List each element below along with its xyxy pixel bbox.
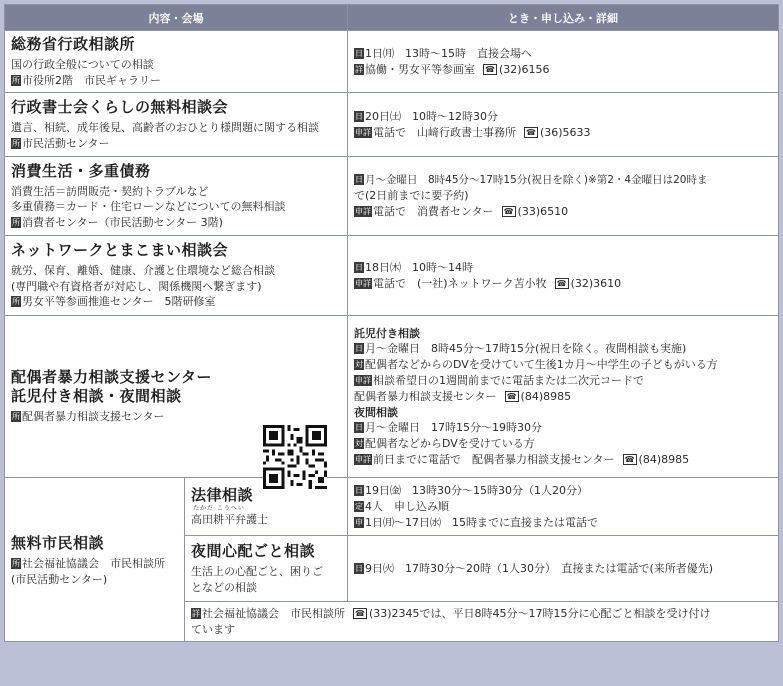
date-tag: 日 — [355, 343, 363, 353]
date-tag: 日 — [355, 48, 363, 58]
row-detail — [348, 31, 779, 93]
venue: 男女平等参画推進センター 5階研修室 — [22, 295, 216, 309]
consult-desc: (専門職や有資格者が対応し、関係機関へ繋ぎます) — [11, 279, 262, 293]
table-row — [5, 93, 779, 157]
apply: 電話で 消費者センター — [373, 205, 494, 218]
venue: 市役所2階 市民ギャラリー — [22, 73, 161, 87]
detail-contact: 協働・男女平等参画室 — [365, 62, 475, 76]
date-tag: 日 — [355, 485, 363, 495]
date-tag: 日 — [355, 175, 363, 184]
target: 配偶者などからのDVを受けていて生後1カ月～中学生の子どもがいる方 — [365, 357, 718, 371]
header-time-apply-detail: とき・申し込み・詳細 — [348, 5, 779, 31]
consult-title: 総務省行政相談所 — [11, 35, 136, 53]
when-cont: で(2日前までに要予約) — [354, 189, 469, 202]
footer-note — [185, 602, 779, 642]
apply-detail-tag: 申詳 — [355, 207, 371, 216]
tel-icon: ☎ — [624, 454, 635, 464]
consult-desc: 国の行政全般についての相談 — [11, 58, 154, 71]
consult-title: 託児付き相談・夜間相談 — [11, 387, 182, 406]
row-detail — [348, 478, 779, 536]
night-title: 夜間心配ごと相談 — [191, 542, 316, 560]
night-cell — [185, 536, 348, 602]
apply-detail-tag: 申詳 — [355, 278, 371, 288]
tel-number: (84)8985 — [638, 452, 690, 466]
when: 1日㈪ 13時～15時 直接会場へ — [365, 46, 532, 60]
target-tag: 対 — [355, 438, 363, 448]
venue-tag: 所 — [12, 217, 20, 227]
consult-desc: 遺言、相続、成年後見、高齢者のおひとり様問題に関する相談 — [11, 121, 319, 134]
apply-contact: 配偶者暴力相談支援センター — [354, 389, 497, 403]
tel-number: (36)5633 — [539, 125, 591, 139]
detail-tag: 詳 — [192, 608, 200, 618]
row-detail — [348, 316, 779, 478]
venue: 配偶者暴力相談支援センター — [22, 410, 165, 424]
consult-desc: 消費生活＝訪問販売・契約トラブルなど — [11, 184, 209, 198]
table-row — [5, 236, 779, 316]
venue: 市民活動センター — [22, 136, 110, 150]
header-content-venue: 内容・会場 — [5, 5, 348, 31]
row-detail — [348, 93, 779, 157]
apply-tag: 申 — [355, 517, 363, 527]
venue-cont: (市民活動センター) — [11, 572, 108, 586]
tel-number: (33)6510 — [517, 205, 569, 218]
consult-title: ネットワークとまこまい相談会 — [11, 241, 229, 260]
capacity: 4人 申し込み順 — [365, 499, 449, 513]
date-tag: 日 — [355, 422, 363, 432]
apply: 1日㈪～17日㈬ 15時までに直接または電話で — [365, 515, 598, 529]
apply: 前日までに電話で 配偶者暴力相談支援センター — [373, 452, 615, 466]
tel-icon: ☎ — [526, 127, 536, 137]
row-content — [5, 93, 348, 157]
when: 9日㈫ 17時30分～20時（1人30分） 直接または電話で(来所者優先) — [365, 561, 714, 575]
lawyer-name: 高田耕平弁護士 — [191, 512, 268, 526]
consultation-table — [4, 4, 779, 642]
row-content — [5, 478, 185, 642]
row-content — [5, 236, 348, 316]
table-header — [5, 5, 779, 31]
when: 月～金曜日 8時45分～17時15分(祝日を除く)※第2・4金曜日は20時ま — [365, 174, 708, 186]
venue-tag: 所 — [12, 75, 20, 85]
venue: 消費者センター（市民活動センター 3階) — [22, 215, 223, 229]
date-tag: 日 — [355, 262, 363, 272]
sub-title: 夜間相談 — [354, 405, 398, 419]
table-row — [5, 478, 779, 536]
apply: 電話で 山﨑行政書士事務所 — [373, 125, 516, 139]
when: 月～金曜日 17時15分～19時30分 — [365, 420, 542, 434]
venue-tag: 所 — [12, 138, 20, 148]
tel-number: (84)8985 — [520, 389, 572, 403]
capacity-tag: 定 — [355, 501, 363, 511]
tel-icon: ☎ — [506, 391, 517, 401]
tel-icon: ☎ — [485, 64, 495, 74]
consult-title: 配偶者暴力相談支援センター — [11, 368, 212, 387]
footer-contact: 社会福祉協議会 市民相談所 — [202, 606, 345, 620]
table-row — [5, 31, 779, 93]
when: 19日㈮ 13時30分～15時30分（1人20分） — [365, 483, 588, 497]
consult-desc: 多重債務＝カード・住宅ローンなどについての無料相談 — [11, 200, 286, 214]
table-row — [5, 157, 779, 236]
venue: 社会福祉協議会 市民相談所 — [22, 557, 165, 570]
venue-tag: 所 — [12, 559, 20, 568]
table-row — [5, 316, 779, 478]
row-detail — [348, 536, 779, 602]
target: 配偶者などからDVを受けている方 — [365, 436, 535, 450]
tel-icon: ☎ — [556, 278, 567, 288]
night-desc: となどの相談 — [191, 580, 257, 594]
tel-icon: ☎ — [355, 608, 365, 618]
lawyer-ruby: たかだ こうへい — [193, 504, 245, 512]
apply-detail-tag: 申詳 — [355, 127, 371, 137]
when: 月～金曜日 8時45分～17時15分(祝日を除く。夜間相談も実施) — [365, 341, 687, 355]
tel-number: (32)3610 — [570, 276, 622, 290]
consult-desc: 就労、保育、離婚、健康、介護と住環境など総合相談 — [11, 264, 275, 278]
consult-title: 行政書士会くらしの無料相談会 — [11, 98, 229, 116]
date-tag: 日 — [355, 563, 363, 573]
apply: 電話で (一社)ネットワーク苫小牧 — [373, 276, 547, 290]
target-tag: 対 — [355, 359, 363, 369]
venue-tag: 所 — [12, 412, 20, 422]
sub-title: 託児付き相談 — [354, 326, 420, 340]
apply-detail-tag: 申詳 — [355, 454, 371, 464]
law-title: 法律相談 — [191, 485, 254, 504]
consult-title: 消費生活・多重債務 — [11, 161, 151, 180]
footer-text-cont: ています — [191, 622, 235, 636]
row-detail — [348, 236, 779, 316]
consult-title: 無料市民相談 — [11, 534, 105, 552]
apply-detail-tag: 申詳 — [355, 375, 371, 385]
tel-number: (32)6156 — [498, 62, 550, 76]
footer-text: (33)2345では、平日8時45分～17時15分に心配ごと相談を受け付け — [368, 606, 711, 620]
date-tag: 日 — [355, 111, 363, 121]
row-content — [5, 31, 348, 93]
tel-icon: ☎ — [503, 207, 514, 216]
when: 20日㈯ 10時～12時30分 — [365, 109, 498, 123]
qr-code-icon[interactable] — [263, 425, 327, 489]
detail-tag: 詳 — [355, 64, 363, 74]
night-desc: 生活上の心配ごと、困りご — [191, 565, 323, 578]
apply: 相談希望日の1週間前までに電話または二次元コードで — [373, 373, 644, 387]
when: 18日㈭ 10時～14時 — [365, 260, 473, 274]
row-detail — [348, 157, 779, 236]
row-content — [5, 157, 348, 236]
venue-tag: 所 — [12, 297, 20, 307]
